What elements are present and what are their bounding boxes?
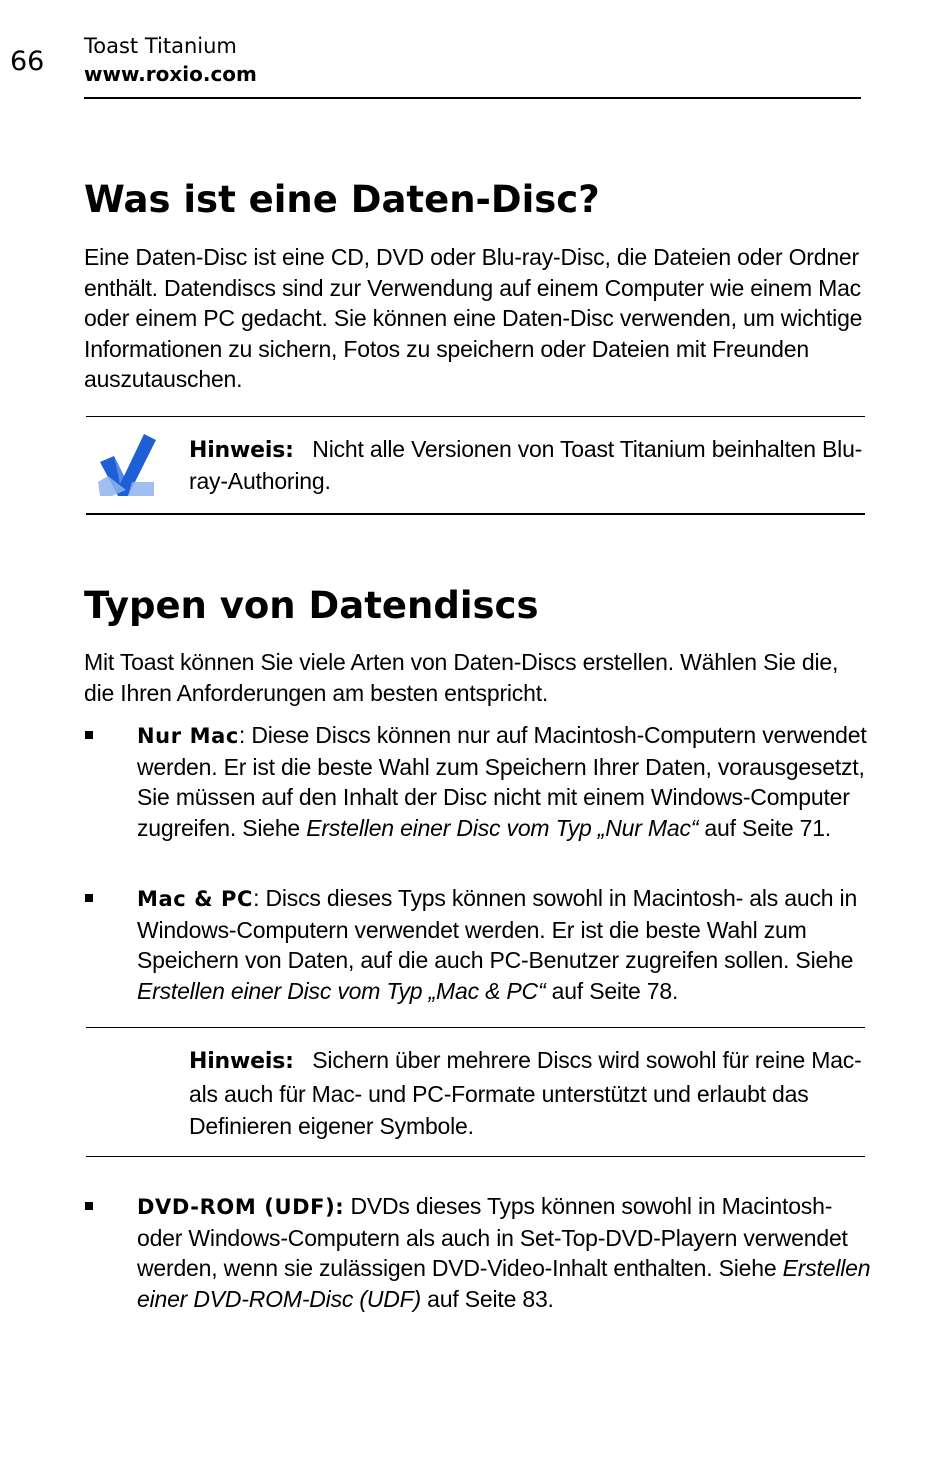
page-number: 66 (10, 46, 45, 77)
section-title-data-disc: Was ist eine Daten-Disc? (84, 178, 600, 221)
disc-type-list-1 (84, 720, 874, 843)
list-item-dvd-rom (84, 1191, 874, 1314)
bullet-text: Diese Discs können nur auf Macintosh-Computern verwendet werden. Er ist die beste Wahl zum Speichern Ihrer Daten, vorausgesetzt, Sie müssen auf den Inhalt der Disc nicht mit einem Windows-Computer zugreifen. Siehe (137, 722, 867, 841)
bullet-suffix: auf Seite 78. (545, 977, 679, 1004)
bullet-term: Mac & PC (137, 887, 254, 911)
bullet-marker (85, 1202, 93, 1210)
bullet-separator: : (238, 722, 246, 748)
bullet-suffix: auf Seite 71. (698, 814, 831, 841)
bullet-suffix: auf Seite 83. (420, 1285, 554, 1312)
disc-type-list-3 (84, 1191, 874, 1314)
bullet-term: DVD-ROM (UDF): (137, 1195, 345, 1219)
note1-label: Hinweis: (189, 438, 294, 463)
section1-paragraph: Eine Daten-Disc ist eine CD, DVD oder Blu-ray-Disc, die Dateien oder Ordner enthält. Datendiscs sind zur Verwendung auf einem Computer wie einem Mac oder einem PC gedacht. Sie können eine Daten-Disc verwenden, um wichtige Informationen zu sichern, Fotos zu speichern oder Dateien mit Freunden auszutauschen. (84, 244, 863, 392)
cross-reference-link[interactable]: Erstellen einer Disc vom Typ „Nur Mac“ (306, 814, 699, 841)
list-item-nur-mac (84, 720, 874, 843)
bullet-term: Nur Mac (137, 724, 239, 748)
section-title-disc-types: Typen von Datendiscs (84, 584, 539, 627)
note2-text: Sichern über mehrere Discs wird sowohl für reine Mac- als auch für Mac- und PC-Formate unterstützt und erlaubt das Definieren eigener Symbole. (189, 1047, 862, 1139)
checkmark-icon (98, 432, 158, 498)
bullet-text: Discs dieses Typs können sowohl in Macintosh- als auch in Windows-Computern verwendet werden. Er ist die beste Wahl zum Speichern von Daten, auf die auch PC-Benutzer zugreifen sollen. Siehe (137, 885, 858, 973)
cross-reference-link[interactable]: Erstellen einer DVD-ROM-Disc (UDF) (137, 1255, 871, 1312)
disc-type-list-2 (84, 883, 874, 1006)
bullet-separator: : (253, 885, 260, 911)
header-url: www.roxio.com (84, 62, 257, 86)
note1-bottom-rule (86, 513, 865, 515)
note2-bottom-rule (86, 1156, 865, 1157)
section2-intro: Mit Toast können Sie viele Arten von Daten-Discs erstellen. Wählen Sie die, die Ihren Anforderungen am besten entspricht. (84, 649, 839, 706)
running-header (84, 32, 860, 88)
bullet-marker (85, 731, 93, 739)
note1-text: Nicht alle Versionen von Toast Titanium beinhalten Blu-ray-Authoring. (189, 436, 863, 494)
list-item-mac-pc (84, 883, 874, 1006)
bullet-text: DVDs dieses Typs können sowohl in Macintosh- oder Windows-Computern als auch in Set-Top-DVD-Playern verwendet werden, wenn sie zulässigen DVD-Video-Inhalt enthalten. Siehe (137, 1193, 848, 1281)
note1-top-rule (86, 416, 865, 417)
note1 (189, 434, 869, 497)
header-title: Toast Titanium (84, 34, 237, 58)
cross-reference-link[interactable]: Erstellen einer Disc vom Typ „Mac & PC“ (137, 977, 546, 1004)
header-rule (84, 97, 861, 99)
note2-label: Hinweis: (189, 1049, 294, 1074)
note2-top-rule (86, 1027, 865, 1028)
bullet-marker (85, 894, 93, 902)
note2 (189, 1044, 869, 1142)
